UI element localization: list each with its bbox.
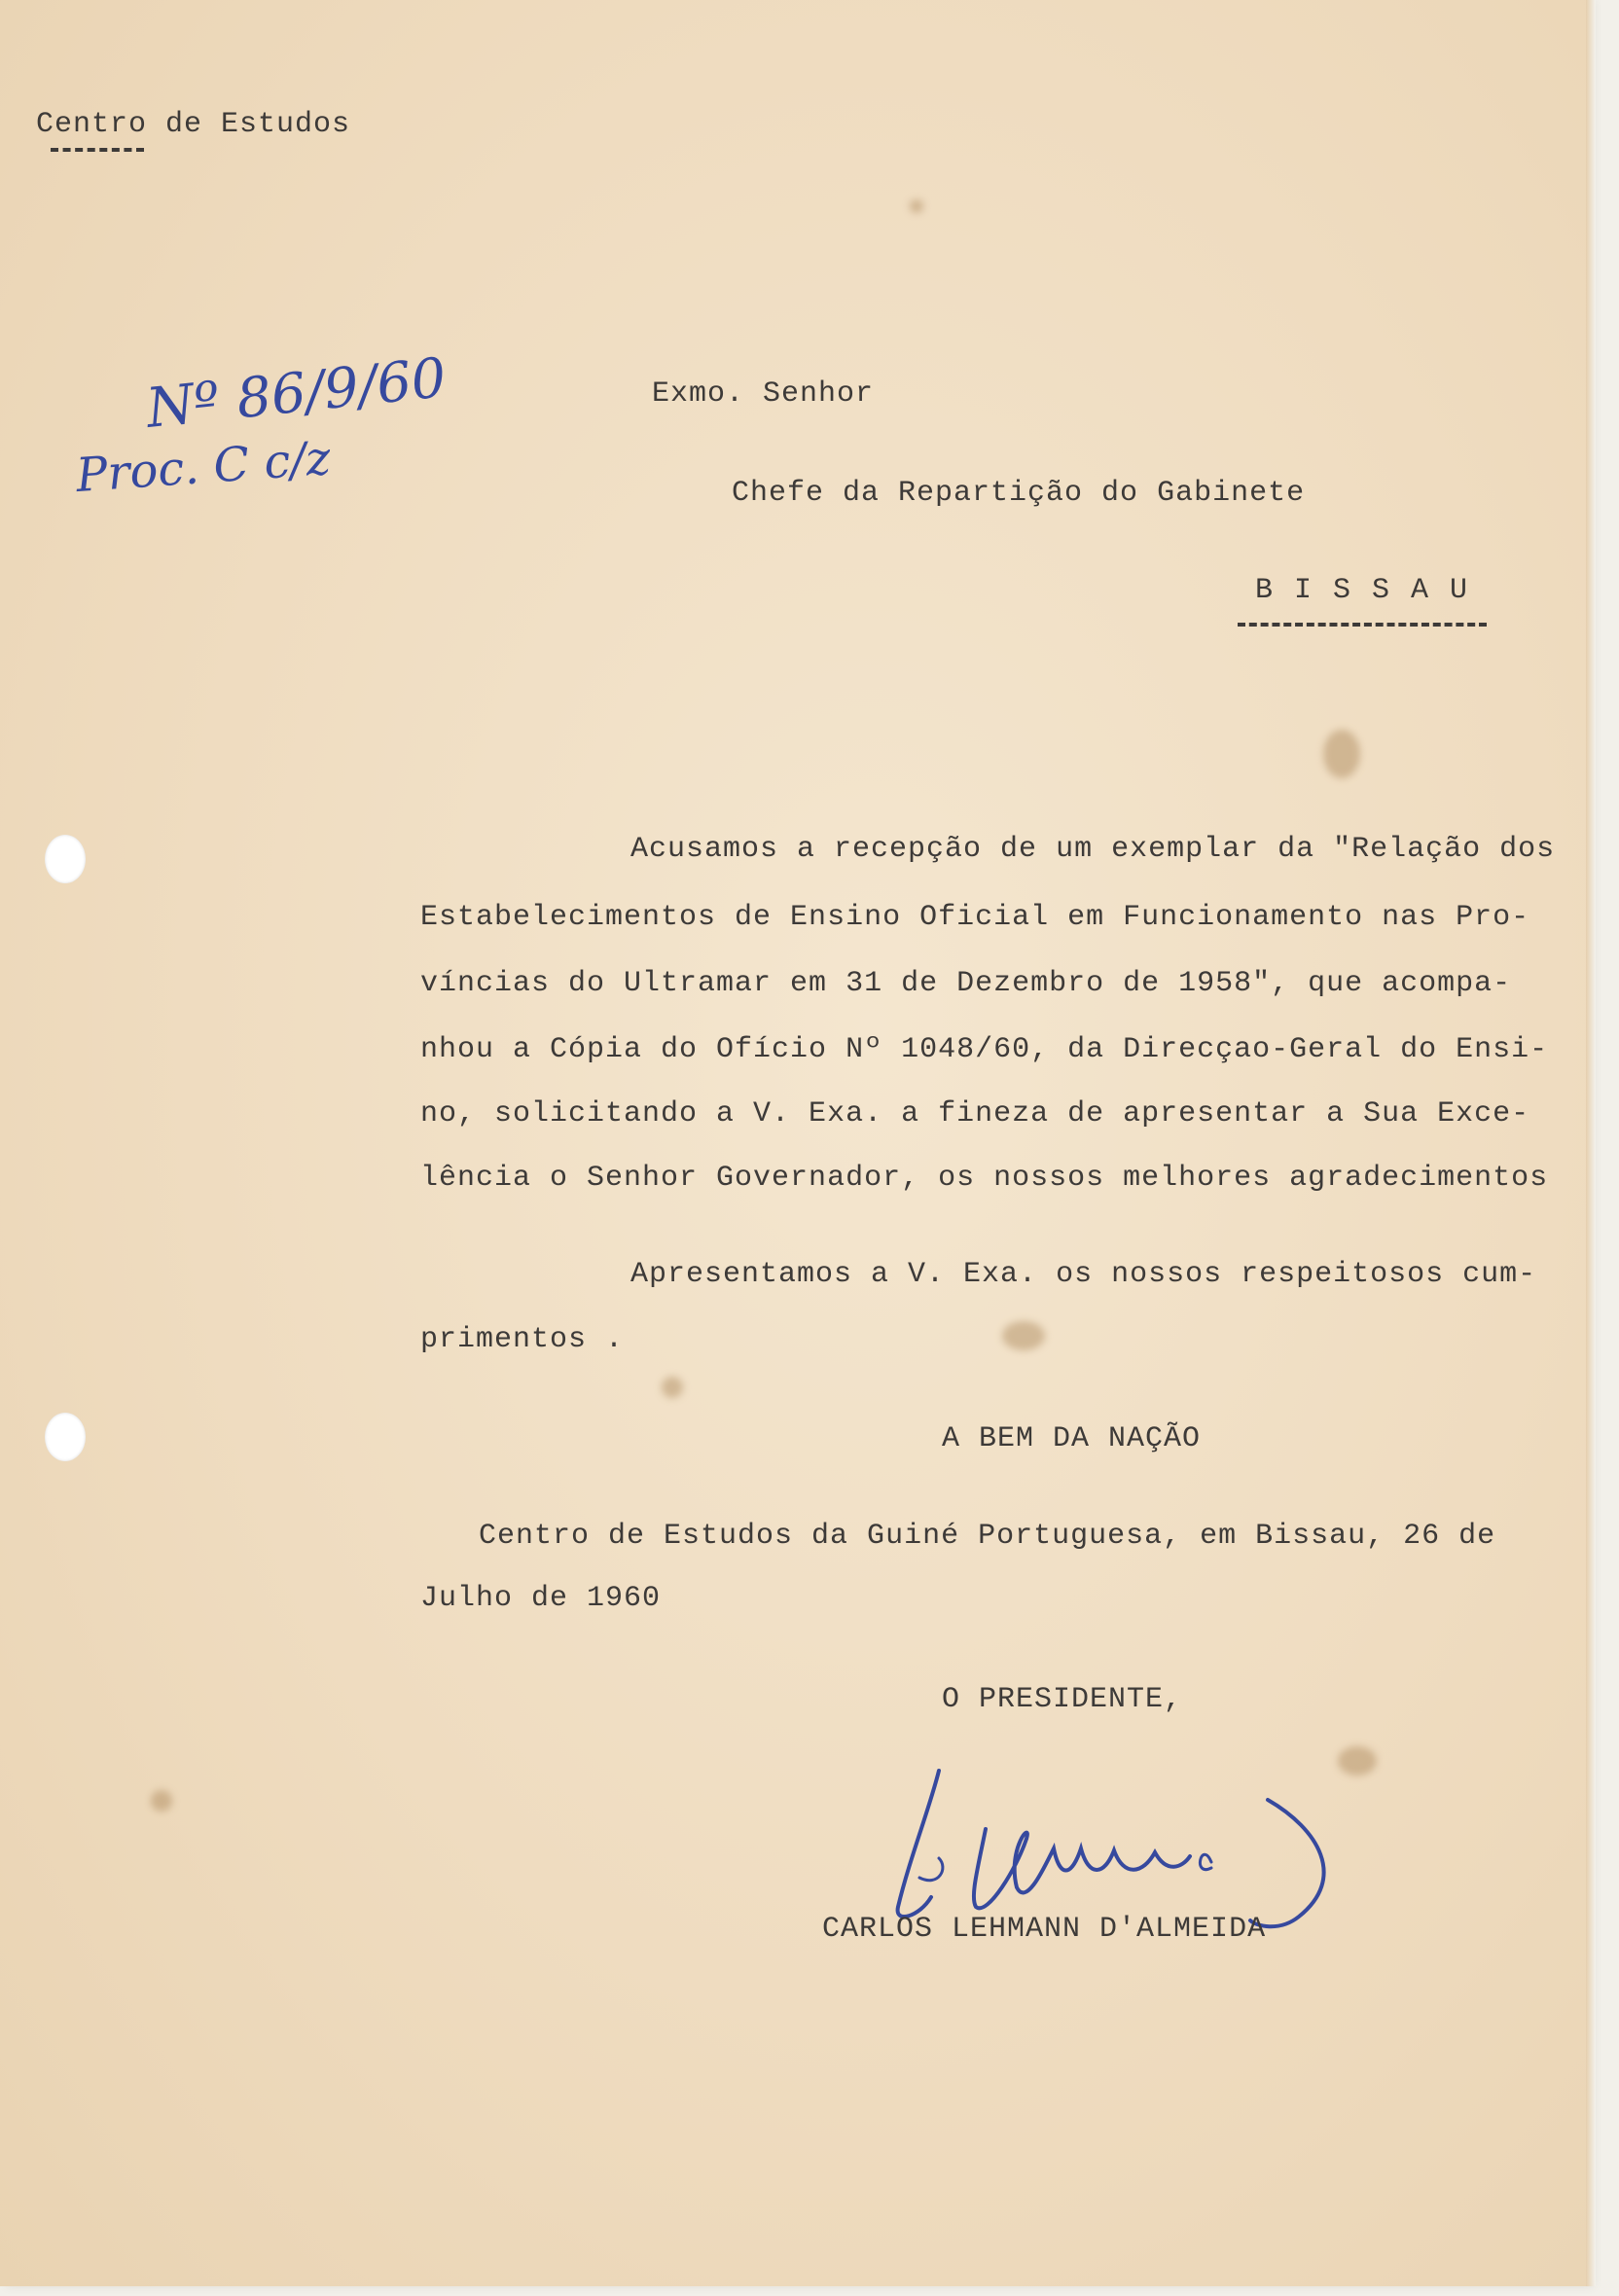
- letterhead-org: Centro de Estudos: [36, 108, 351, 141]
- handwritten-number: Nº 86/9/60: [143, 346, 450, 441]
- stain: [662, 1377, 683, 1398]
- stain: [910, 199, 923, 213]
- closing-role: O PRESIDENTE,: [942, 1683, 1183, 1716]
- letterhead-underline: [51, 148, 144, 152]
- addressee-title: Chefe da Repartição do Gabinete: [732, 477, 1306, 510]
- body-line: Acusamos a recepção de um exemplar da "Relação dos: [630, 833, 1556, 866]
- body-line: lência o Senhor Governador, os nossos melhores agradecimentos: [420, 1162, 1549, 1195]
- punch-hole-bottom: [45, 1413, 86, 1461]
- body-line: primentos .: [420, 1323, 625, 1356]
- addressee-city-underline: [1238, 623, 1487, 627]
- body-line: nhou a Cópia do Ofício Nº 1048/60, da Direcçao-Geral do Ensi-: [420, 1033, 1549, 1066]
- handwritten-proc: Proc. C c/z: [74, 430, 333, 504]
- closing-motto: A BEM DA NAÇÃO: [942, 1422, 1202, 1455]
- body-line: no, solicitando a V. Exa. a fineza de apresentar a Sua Exce-: [420, 1097, 1530, 1130]
- addressee-salutation: Exmo. Senhor: [652, 377, 875, 411]
- signatory-name: CARLOS LEHMANN D'ALMEIDA: [822, 1913, 1267, 1946]
- punch-hole-top: [45, 835, 86, 883]
- stain: [1323, 730, 1360, 778]
- body-line: Estabelecimentos de Ensino Oficial em Funcionamento nas Pro-: [420, 901, 1530, 934]
- place-date-line-1: Centro de Estudos da Guiné Portuguesa, em Bissau, 26 de: [479, 1520, 1496, 1553]
- addressee-city: B I S S A U: [1255, 574, 1470, 607]
- body-line: víncias do Ultramar em 31 de Dezembro de 1958", que acompa-: [420, 967, 1512, 1000]
- place-date-line-2: Julho de 1960: [420, 1582, 662, 1615]
- signature: [881, 1761, 1425, 1936]
- stain: [151, 1790, 172, 1812]
- body-line: Apresentamos a V. Exa. os nossos respeitosos cum-: [630, 1258, 1537, 1291]
